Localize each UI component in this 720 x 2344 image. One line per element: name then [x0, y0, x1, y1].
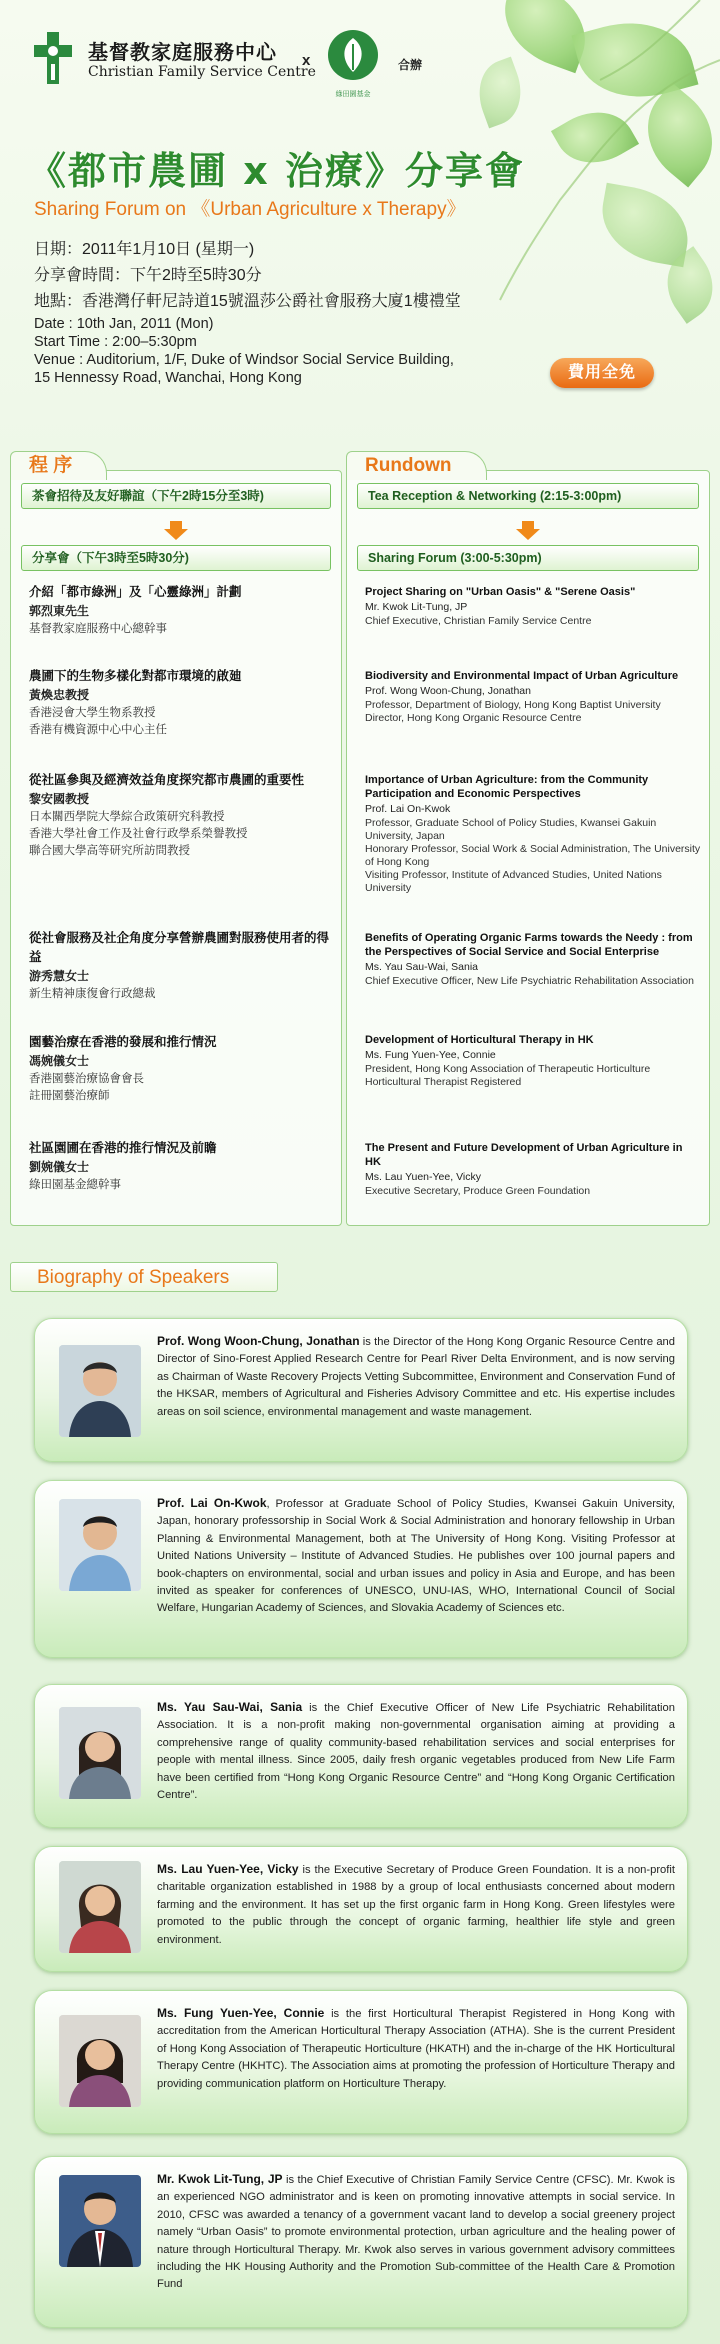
item-position: 新生精神康復會行政總裁	[29, 988, 156, 1000]
item-speaker: Ms. Yau Sau-Wai, Sania	[365, 961, 479, 973]
item-position: 基督教家庭服務中心總幹事	[29, 623, 167, 635]
date-zh: 日期：2011年1月10日 (星期一)	[34, 241, 255, 258]
item-title: Benefits of Operating Organic Farms towards the Needy : from the Perspectives of Social Service and Social Enterprise	[365, 932, 693, 958]
time-zh: 分享會時間：下午2時至5時30分	[34, 267, 262, 284]
speaker-description: is the Director of the Hong Kong Organic Resource Centre and Director of Sino-Forest Applied Research Centre for Pearl River Delta Environment, and is now serving as Chairman of Waste Recovery Projects Vetting Subcommittee, Environment and Conservation Fund of the HKSAR, members of Agricultural and Fisheries Advisory Committee and etc. His expertise includes areas on soil science, environmental management and waste management.	[157, 1336, 675, 1418]
produce-green-leaf-icon	[326, 28, 380, 84]
speaker-photo	[59, 1861, 141, 1953]
item-position: 日本關西學院大學綜合政策研究科教授	[29, 811, 225, 823]
item-speaker: 黃煥忠教授	[29, 688, 90, 702]
item-position: Chief Executive, Christian Family Service Centre	[365, 615, 592, 627]
speaker-photo	[59, 1707, 141, 1799]
item-speaker: 馮婉儀女士	[29, 1054, 90, 1068]
produce-green-logo	[326, 28, 380, 98]
programme-tab-zh: 程 序	[10, 451, 107, 480]
speaker-description: , Professor at Graduate School of Policy Studies, Kwansei Gakuin University, Japan, honorary professorship in Social Work & Social Administration and honorary fellowship in Urban Planning & Environmental Management, both at The University of Hong Kong. Visiting Professor at United Nations University – Institute of Advanced Studies. He publishes over 100 journal papers and book-chapters on environmental, social and urban issues and policy in Asia and Europe, and has been invited as speaker for conferences of UNESCO, UNU-IAS, WHO, International Council of Social Welfare, Hungarian Academy of Sciences, and Slovakia Academy of Sciences etc.	[157, 1498, 675, 1615]
item-position: Director, Hong Kong Organic Resource Centre	[365, 712, 582, 724]
item-speaker: Ms. Fung Yuen-Yee, Connie	[365, 1049, 496, 1061]
sharing-forum-bar-en: Sharing Forum (3:00-5:30pm)	[357, 545, 699, 571]
item-position: 註冊園藝治療師	[29, 1090, 110, 1102]
item-position: Professor, Department of Biology, Hong Kong Baptist University	[365, 699, 661, 711]
org-name-en: Christian Family Service Centre	[88, 64, 316, 80]
sharing-forum-bar-zh: 分享會（下午3時至5時30分)	[21, 545, 331, 571]
item-speaker: 黎安國教授	[29, 792, 90, 806]
org-name-zh: 基督教家庭服務中心	[88, 40, 277, 64]
item-speaker: Mr. Kwok Lit-Tung, JP	[365, 601, 468, 613]
title-zh: 《都市農圃 x 治療》分享會	[28, 149, 525, 193]
partner-label: 合辦	[398, 58, 423, 72]
item-position: 香港園藝治療協會會長	[29, 1073, 144, 1085]
programme-item-en	[365, 773, 701, 895]
venue-en-line1: Venue : Auditorium, 1/F, Duke of Windsor Social Service Building,	[34, 352, 454, 368]
time-en: Start Time : 2:00–5:30pm	[34, 334, 197, 350]
item-title: Development of Horticultural Therapy in HK	[365, 1034, 594, 1046]
item-title: 從社區參與及經濟效益角度探究都市農圃的重要性	[29, 773, 305, 787]
item-title: 園藝治療在香港的發展和推行情況	[29, 1035, 217, 1049]
item-position: Horticultural Therapist Registered	[365, 1076, 522, 1088]
programme-item-zh	[29, 929, 333, 1003]
item-title: Project Sharing on "Urban Oasis" & "Serene Oasis"	[365, 586, 636, 598]
speaker-bio	[157, 2005, 675, 2093]
speaker-photo	[59, 2175, 141, 2267]
programme-item-en	[365, 669, 701, 725]
programme-item-zh	[29, 1033, 333, 1105]
venue-zh: 地點：香港灣仔軒尼詩道15號溫莎公爵社會服務大廈1樓禮堂	[34, 293, 461, 310]
item-speaker: 游秀慧女士	[29, 969, 90, 983]
item-position: Professor, Graduate School of Policy Studies, Kwansei Gakuin University, Japan	[365, 817, 657, 842]
produce-green-logo-text: 綠田園基金	[335, 91, 371, 98]
speaker-card	[34, 1990, 688, 2134]
programme-item-en	[365, 585, 701, 628]
programme-item-en	[365, 1141, 701, 1198]
free-admission-badge: 費用全免	[550, 358, 654, 388]
programme-tab-en: Rundown	[346, 451, 487, 480]
item-speaker: Prof. Wong Woon-Chung, Jonathan	[365, 685, 531, 697]
item-title: Biodiversity and Environmental Impact of Urban Agriculture	[365, 670, 679, 682]
speaker-photo	[59, 1499, 141, 1591]
times-sign: x	[302, 52, 311, 69]
item-position: Executive Secretary, Produce Green Foundation	[365, 1185, 591, 1197]
item-position: Chief Executive Officer, New Life Psychiatric Rehabilitation Association	[365, 975, 694, 987]
cfsc-cross-logo-icon	[34, 32, 72, 84]
item-position: 聯合國大學高等研究所訪問教授	[29, 845, 190, 857]
speaker-bio	[157, 2171, 675, 2294]
programme-item-zh	[29, 1139, 333, 1194]
item-position: 香港有機資源中心中心主任	[29, 724, 167, 736]
item-title: 社區園圃在香港的推行情況及前瞻	[29, 1141, 217, 1155]
programme-panel-zh	[10, 455, 342, 1226]
speaker-card	[34, 2156, 688, 2328]
programme-item-en	[365, 931, 701, 988]
speaker-description: is the Chief Executive of Christian Family Service Centre (CFSC). Mr. Kwok is an experienced NGO administrator and is keen on promoting innovative attempts in social service. In 2010, CFSC was awarded a tenancy of a government vacant land to develop a social greenery project namely “Urban Oasis” to promote environmental protection, urban agriculture and the healing power of nature through Horticultural Therapy. Mr. Kwok also serves in various government advisory committees including the HK Housing Authority and the Promotion Sub-committee of the Health Care & Promotion Fund	[157, 2174, 675, 2291]
speaker-bio	[157, 1495, 675, 1618]
item-title: The Present and Future Development of Urban Agriculture in HK	[365, 1142, 683, 1168]
down-arrow-icon	[516, 529, 540, 540]
programme-item-en	[365, 1033, 701, 1089]
speaker-name: Ms. Lau Yuen-Yee, Vicky	[157, 1862, 299, 1876]
speaker-description: is the Executive Secretary of Produce Green Foundation. It is a non-profit charitable organization established in 1988 by a group of local enthusiasts concerned about modern farming and the environment. It has set up the first organic farm in Hong Kong. Green lifestyles were promoted to the public through the concept of organic farming, healthier life style and green environment.	[157, 1864, 675, 1946]
speaker-name: Prof. Lai On-Kwok	[157, 1496, 267, 1510]
speaker-name: Ms. Yau Sau-Wai, Sania	[157, 1700, 303, 1714]
item-speaker: 郭烈東先生	[29, 604, 90, 618]
speaker-card	[34, 1846, 688, 1972]
programme-item-zh	[29, 667, 333, 739]
speaker-photo	[59, 2015, 141, 2107]
speaker-card	[34, 1684, 688, 1828]
speaker-description: is the Chief Executive Officer of New Life Psychiatric Rehabilitation Association. It is a non-profit making non-governmental organisation aiming at providing a comprehensive range of quality community-based rehabilitation services and social enterprises for people with mental illness. Since 2005, daily fresh organic vegetables produced from New Life Farm have been certified from “Hong Kong Organic Resource Centre” and “Hong Kong Organic Certification Centre”.	[157, 1702, 675, 1802]
tea-reception-bar-zh: 茶會招待及友好聯誼（下午2時15分至3時)	[21, 483, 331, 509]
speaker-description: is the first Horticultural Therapist Registered in Hong Kong with accreditation from the American Horticultural Therapy Association (ATHA). She is the current President of Hong Kong Association of Therapeutic Horticulture (HKATH) and the in-charge of the HK Horticultural Therapy Centre (HKHTC). The Association aims at promoting the profession of Horticulture Therapy and providing communication platform on Horticulture Therapy.	[157, 2008, 675, 2090]
speaker-name: Prof. Wong Woon-Chung, Jonathan	[157, 1334, 360, 1348]
speaker-bio	[157, 1699, 675, 1804]
item-speaker: Ms. Lau Yuen-Yee, Vicky	[365, 1171, 481, 1183]
item-title: 從社會服務及社企角度分享營辦農圃對服務使用者的得益	[29, 931, 330, 964]
speaker-card	[34, 1480, 688, 1658]
item-position: Honorary Professor, Social Work & Social Administration, The University of Hong Kong	[365, 843, 701, 868]
item-title: 介紹「都市綠洲」及「心靈綠洲」計劃	[29, 585, 242, 599]
biography-heading: Biography of Speakers	[10, 1262, 278, 1292]
item-speaker: 劉婉儀女士	[29, 1160, 90, 1174]
speaker-bio	[157, 1333, 675, 1421]
tea-reception-bar-en: Tea Reception & Networking (2:15-3:00pm)	[357, 483, 699, 509]
item-position: 綠田園基金總幹事	[29, 1179, 121, 1191]
item-position: 香港大學社會工作及社會行政學系榮譽教授	[29, 828, 248, 840]
item-speaker: Prof. Lai On-Kwok	[365, 803, 451, 815]
programme-item-zh	[29, 583, 333, 638]
speaker-card	[34, 1318, 688, 1462]
logo-row	[34, 30, 454, 100]
date-en: Date : 10th Jan, 2011 (Mon)	[34, 316, 214, 332]
venue-en-line2: 15 Hennessy Road, Wanchai, Hong Kong	[34, 370, 302, 386]
speaker-photo	[59, 1345, 141, 1437]
title-en: Sharing Forum on 《Urban Agriculture x Therapy》	[34, 199, 466, 220]
item-position: Visiting Professor, Institute of Advanced Studies, United Nations University	[365, 869, 662, 894]
item-title: Importance of Urban Agriculture: from the Community Participation and Economic Perspectives	[365, 774, 649, 800]
speaker-name: Mr. Kwok Lit-Tung, JP	[157, 2172, 283, 2186]
programme-panel-en	[346, 455, 710, 1226]
item-position: 香港浸會大學生物系教授	[29, 707, 156, 719]
speaker-name: Ms. Fung Yuen-Yee, Connie	[157, 2006, 325, 2020]
item-position: President, Hong Kong Association of Therapeutic Horticulture	[365, 1063, 651, 1075]
down-arrow-icon	[164, 529, 188, 540]
programme-item-zh	[29, 771, 333, 860]
item-title: 農圃下的生物多樣化對都市環境的啟廸	[29, 669, 242, 683]
speaker-bio	[157, 1861, 675, 1949]
